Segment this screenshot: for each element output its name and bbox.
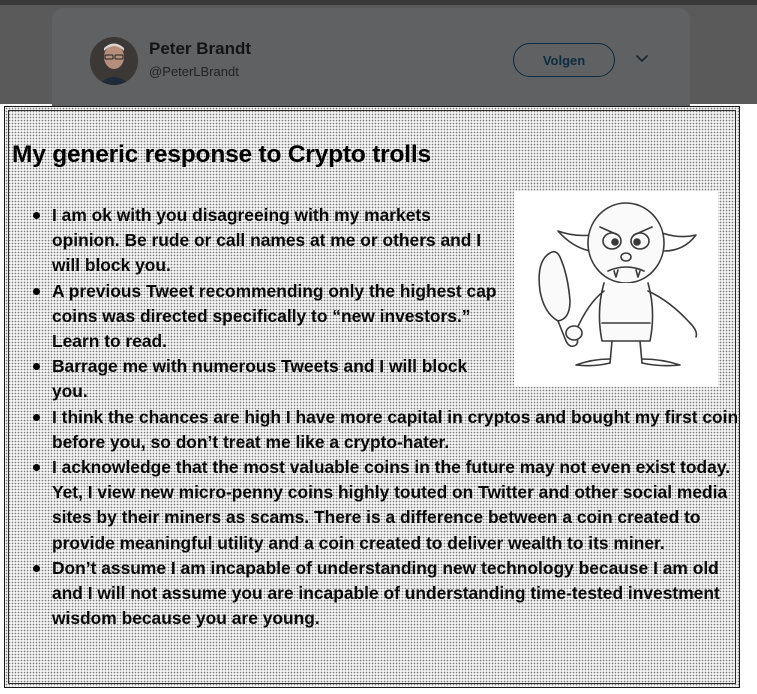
tweet-image[interactable] (4, 106, 740, 688)
author-handle[interactable]: @PeterLBrandt (149, 64, 239, 79)
follow-button[interactable]: Volgen (513, 43, 615, 77)
list-item: Barrage me with numerous Tweets and I will block you. (25, 354, 502, 404)
author-name[interactable]: Peter Brandt (149, 39, 252, 58)
bullet-list (25, 203, 752, 631)
tweet-header-card (52, 8, 690, 118)
list-item: A previous Tweet recommending only the highest cap coins was directed specifically to “new investors.” Learn to read. (25, 279, 502, 355)
chevron-down-icon[interactable] (634, 50, 650, 66)
list-item: I acknowledge that the most valuable coins in the future may not even exist today. Yet, I view new micro-penny coins highly touted on Twitter and other social media sites by their miners as scams. There is a difference between a coin created to provide meaningful utility and a coin created to deliver wealth to its miner. (25, 455, 752, 556)
overlay-top-edge (0, 0, 757, 5)
profile-photo-icon (90, 37, 138, 85)
list-item: Don’t assume I am incapable of understanding new technology because I am old and I will not assume you are incapable of understanding time-tested investment wisdom because you are young. (25, 556, 752, 632)
avatar[interactable] (90, 37, 138, 85)
slide-title: My generic response to Crypto trolls (12, 141, 431, 168)
list-item: I think the chances are high I have more capital in cryptos and bought my first coin before you, so don’t treat me like a crypto-hater. (25, 405, 752, 455)
list-item: I am ok with you disagreeing with my markets opinion. Be rude or call names at me or others and I will block you. (25, 203, 502, 279)
